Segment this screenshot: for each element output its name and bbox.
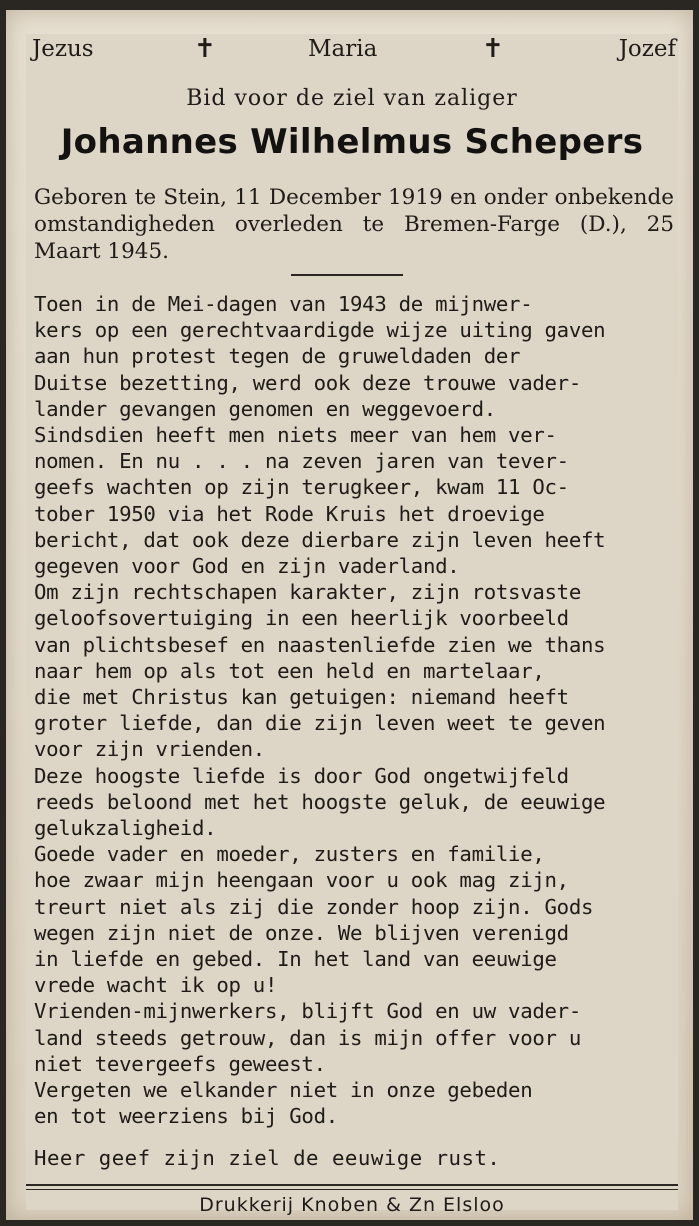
text-line: die met Christus kan getuigen: niemand heeft xyxy=(34,685,569,710)
text-line: groter liefde, dan die zijn leven weet te geven xyxy=(34,711,606,736)
text-line: Vergeten we elkander niet in onze gebeden xyxy=(34,1078,533,1103)
text-line: in liefde en gebed. In het land van eeuwige xyxy=(34,947,557,972)
text-line: hoe zwaar mijn heengaan voor u ook mag zijn, xyxy=(34,868,569,893)
text-line: naar hem op als tot een held en martelaar, xyxy=(34,658,545,683)
text-line: Sindsdien heeft men niets meer van hem ver- xyxy=(34,423,557,448)
header-jezus: Jezus xyxy=(32,36,94,62)
text-line: geloofsovertuiging in een heerlijk voorbeeld xyxy=(34,606,569,631)
text-line: gelukzaligheid. xyxy=(34,816,217,841)
text-line: Deze hoogste liefde is door God ongetwijfeld xyxy=(34,763,569,788)
cross-icon: ✝ xyxy=(194,34,216,64)
text-line: gegeven voor God en zijn vaderland. xyxy=(34,554,460,579)
text-line: kers op een gerechtvaardigde wijze uiting gaven xyxy=(34,318,606,343)
text-line: bericht, dat ook deze dierbare zijn leven heeft xyxy=(34,527,606,552)
cross-icon: ✝ xyxy=(482,34,504,64)
text-line: treurt niet als zij die zonder hoop zijn. Gods xyxy=(34,894,594,919)
birth-death-details: Geboren te Stein, 11 December 1919 en onder onbekende omstandigheden overleden te Bremen-Farge (D.), 25 Maart 1945. xyxy=(34,185,674,264)
text-line: land steeds getrouw, dan is mijn offer voor u xyxy=(34,1025,581,1050)
deceased-name: Johannes Wilhelmus Schepers xyxy=(60,122,644,162)
text-line: geefs wachten op zijn terugkeer, kwam 11 Oc- xyxy=(34,475,569,500)
text-line: Om zijn rechtschapen karakter, zijn rotsvaste xyxy=(34,580,581,605)
closing-prayer: Heer geef zijn ziel de eeuwige rust. xyxy=(34,1146,501,1170)
divider xyxy=(291,274,403,276)
header-jozef: Jozef xyxy=(618,36,676,62)
text-line: aan hun protest tegen de gruweldaden der xyxy=(34,344,521,369)
text-line: Goede vader en moeder, zusters en familie, xyxy=(34,842,545,867)
header-row xyxy=(26,34,678,64)
text-line: lander gevangen genomen en weggevoerd. xyxy=(34,396,496,421)
card-face xyxy=(26,34,678,1216)
text-line: nomen. En nu . . . na zeven jaren van tever- xyxy=(34,449,569,474)
text-line: van plichtsbesef en naastenliefde zien we thans xyxy=(34,632,606,657)
text-line: vrede wacht ik op u! xyxy=(34,973,278,998)
text-line: Duitse bezetting, werd ook deze trouwe vader- xyxy=(34,370,581,395)
text-line: voor zijn vrienden. xyxy=(34,737,265,762)
text-line: tober 1950 via het Rode Kruis het droevige xyxy=(34,501,545,526)
text-line: niet tevergeefs geweest. xyxy=(34,1051,326,1076)
text-line: reeds beloond met het hoogste geluk, de eeuwige xyxy=(34,789,606,814)
memorial-text xyxy=(34,291,674,1130)
header-maria: Maria xyxy=(308,36,378,62)
footer-rule xyxy=(26,1184,678,1186)
memorial-card xyxy=(6,10,693,1220)
printer-credit: Drukkerij Knoben & Zn Elsloo xyxy=(199,1194,505,1216)
text-line: wegen zijn niet de onze. We blijven verenigd xyxy=(34,920,569,945)
text-line: en tot weerziens bij God. xyxy=(34,1104,338,1129)
text-line: Vrienden-mijnwerkers, blijft God en uw vader- xyxy=(34,999,581,1024)
text-line: Toen in de Mei-dagen van 1943 de mijnwer- xyxy=(34,292,533,316)
prayer-intro: Bid voor de ziel van zaliger xyxy=(186,86,518,111)
footer-rule-thin xyxy=(26,1189,678,1190)
